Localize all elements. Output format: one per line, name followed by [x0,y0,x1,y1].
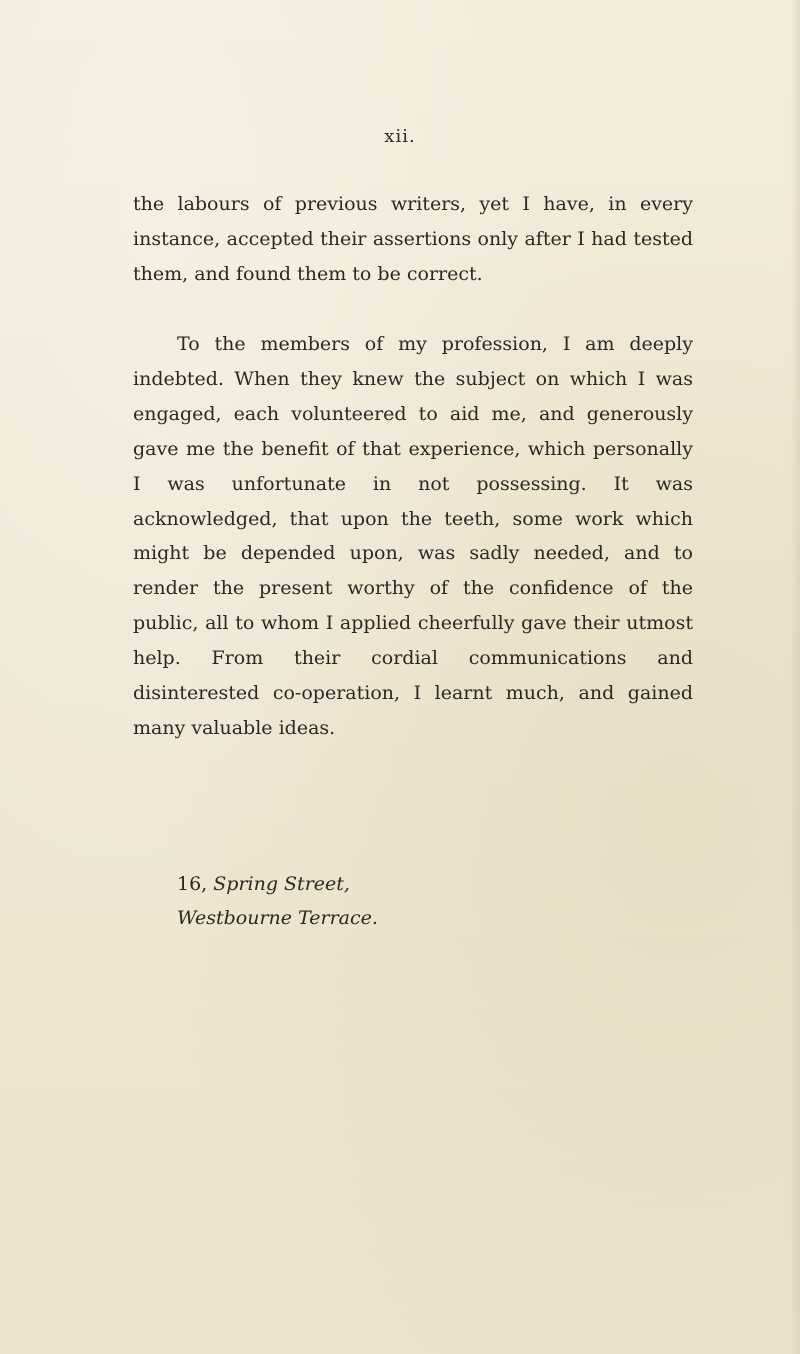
street-number: 16, [177,873,208,895]
paragraph-1: the labours of previous writers, yet I have, in every instance, accepted their assertions only after I had tested them, and found them to be correct. [133,193,693,285]
page-number: xii. [384,126,416,147]
street-name: Spring Street, [213,873,350,895]
paragraph-2: To the members of my profession, I am deeply indebted. When they knew the subject on which I was engaged, each volunteered to aid me, and generously gave me the benefit of that experience, which personally I was unfortunate in not possessing. It was acknowledged, that upon the teeth, some work which might be depended upon, was sadly needed, and to render the present worthy of the confidence of the public, all to whom I applied cheerfully gave their utmost help. From their cordial communications and disinterested co-operation, I learnt much, and gained many valuable ideas. [133,333,693,739]
address-block [177,867,378,935]
address-line-2: Westbourne Terrace. [177,907,378,929]
address-line-1 [177,867,378,901]
